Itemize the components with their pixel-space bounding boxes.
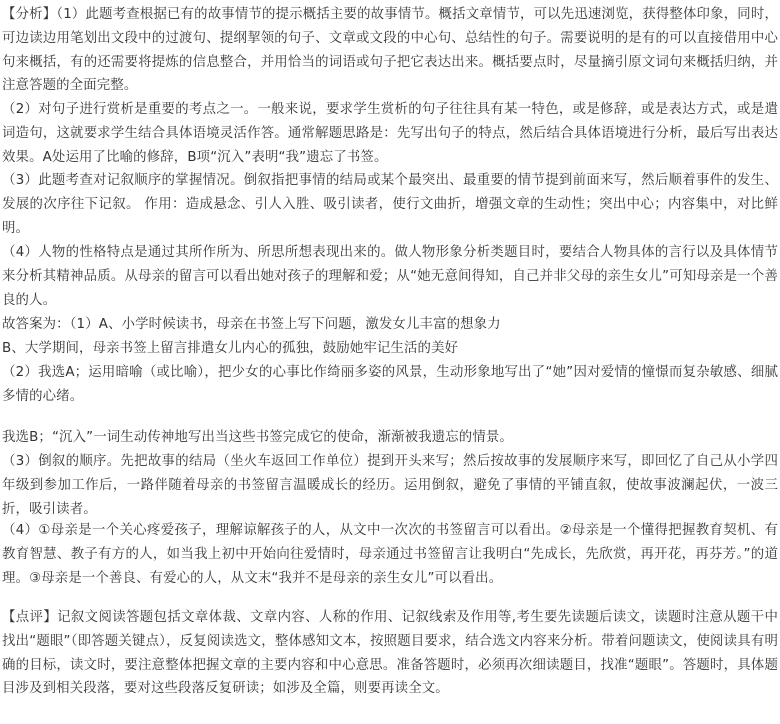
commentary-paragraph: 【点评】记叙文阅读答题包括文章体裁、文章内容、人称的作用、记叙线索及作用等,考生要先读题后读文，读题时注意从题干中找出“题眼”（即答题关键点），反复阅读选文，整体感知文本，按照题目要求，结合选文内容来分析。带着问题读文，使阅读具有明确的目标，读文时，要注意整体把握文章的主要内容和中心意思。准备答题时，必须再次细读题目，找准“题眼”。答题时，具体题目涉及到相关段落，要对这些段落反复研读；如涉及全篇，则要再读全文。 bbox=[2, 610, 778, 697]
analysis-paragraph-q3: （3）此题考查对记叙顺序的掌握情况。倒叙指把事情的结局或某个最突出、最重要的情节提到前面来写，然后顺着事件的发生、发展的次序往下记叙。 作用：造成悬念、引人入胜、吸引读者，使行文曲折，增强文章的生动性；突出中心；内容集中，对比鲜明。 bbox=[2, 173, 778, 236]
answer-paragraph-q3: （3）倒叙的顺序。先把故事的结局（坐火车返回工作单位）提到开头来写；然后按故事的发展顺序来写，即回忆了自己从小学四年级到参加工作后，一路伴随着母亲的书签留言温暖成长的经历。运用倒叙，避免了事情的平铺直叙，使故事波澜起伏，一波三折，吸引读者。 bbox=[2, 454, 778, 517]
answer-paragraph-q4: （4）①母亲是一个关心疼爱孩子，理解谅解孩子的人，从文中一次次的书签留言可以看出。②母亲是一个懂得把握教育契机、有教育智慧、教子有方的人，如当我上初中开始向往爱情时，母亲通过书签留言让我明白“先成长，先欣赏，再开花，再芬芳。”的道理。③母亲是一个善良、有爱心的人，从文末“我并不是母亲的亲生女儿”可以看出。 bbox=[2, 523, 778, 586]
answer-paragraph-q2-a: （2）我选A；运用暗喻（或比喻），把少女的心事比作绮丽多姿的风景，生动形象地写出了“她”因对爱情的憧憬而复杂敏感、细腻多情的心绪。 bbox=[2, 365, 778, 404]
analysis-paragraph-q1: 【分析】（1）此题考查根据已有的故事情节的提示概括主要的故事情节。概括文章情节，可以先迅速浏览，获得整体印象，同时，可边读边用笔划出文段中的过渡句、提纲挈领的句子、文章或文段的中心句、总结性的句子。需要说明的是有的可以直接借用中心句来概括，有的还需要将提炼的信息整合，并用恰当的词语或句子把它表达出来。概括要点时，尽量摘引原文词句来概括归纳，并注意答题的全面完整。 bbox=[2, 7, 778, 94]
answer-paragraph-q2-b: 我选B；“沉入”一词生动传神地写出当这些书签完成它的使命，渐渐被我遗忘的情景。 bbox=[2, 430, 513, 445]
analysis-paragraph-q2: （2）对句子进行赏析是重要的考点之一。一般来说，要求学生赏析的句子往往具有某一特色，或是修辞，或是表达方式，或是遣词造句，这就要求学生结合具体语境灵活作答。通常解题思路是：先写出句子的特点，然后结合具体语境进行分析，最后写出表达效果。A处运用了比喻的修辞，B项“沉入”表明“我”遗忘了书签。 bbox=[2, 102, 778, 165]
analysis-paragraph-q4: （4）人物的性格特点是通过其所作所为、所思所想表现出来的。做人物形象分析类题目时，要结合人物具体的言行以及具体情节来分析其精神品质。从母亲的留言可以看出她对孩子的理解和爱；从“她无意间得知，自己并非父母的亲生女儿”可知母亲是一个善良的人。 bbox=[2, 245, 778, 308]
answer-paragraph-q1-a: 故答案为：（1）A、小学时候读书，母亲在书签上写下问题，激发女儿丰富的想象力 bbox=[2, 317, 501, 332]
answer-paragraph-q1-b: B、大学期间，母亲书签上留言排遣女儿内心的孤独，鼓励她牢记生活的美好 bbox=[2, 341, 459, 356]
